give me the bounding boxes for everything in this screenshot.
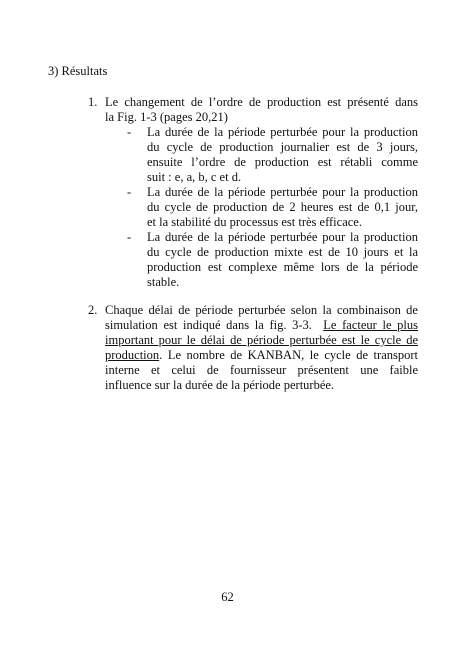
text-line: ensuite l’ordre de production est rétabli comme <box>147 155 418 169</box>
underlined-text: production <box>105 348 160 362</box>
section-title: 3) Résultats <box>48 64 108 78</box>
text-line: Le changement de l’ordre de production est présenté dans <box>105 95 418 109</box>
text-line <box>105 318 418 333</box>
text-line: La durée de la période perturbée pour la production <box>147 230 418 244</box>
text-line: suit : e, a, b, c et d. <box>147 170 242 184</box>
text-line: et la stabilité du processus est très efficace. <box>147 215 362 229</box>
text-line: La durée de la période perturbée pour la production <box>147 185 418 199</box>
bullet-text <box>147 125 418 185</box>
text-run: simulation est indiqué dans la fig. 3-3. <box>105 318 312 332</box>
bullet-dash: - <box>127 185 132 199</box>
list-item-text <box>105 303 418 393</box>
text-line: Chaque délai de période perturbée selon la combinaison de <box>105 303 418 317</box>
list-item-text <box>105 95 418 125</box>
list-item-number: 2. <box>88 303 98 317</box>
text-line: influence sur la durée de la période perturbée. <box>105 378 335 392</box>
underlined-text: Le facteur le plus <box>323 318 419 332</box>
page-number: 62 <box>221 590 234 604</box>
text-line: la Fig. 1-3 (pages 20,21) <box>105 110 228 124</box>
bullet-dash: - <box>127 125 132 139</box>
text-line <box>105 348 418 363</box>
list-item-2 <box>88 303 418 398</box>
text-line: interne et celui de fournisseur présentent une faible <box>105 363 418 377</box>
list-item-1 <box>88 95 418 125</box>
bullet-text <box>147 185 418 230</box>
bullet-dash: - <box>127 230 132 244</box>
text-line: du cycle de production mixte est de 10 jours et la <box>147 245 418 259</box>
underlined-text: important pour le délai de période perturbée est le cycle de <box>105 333 418 347</box>
text-line: du cycle de production de 2 heures est de 0,1 jour, <box>147 200 418 214</box>
list-item-number: 1. <box>88 95 98 109</box>
text-line: du cycle de production journalier est de 3 jours, <box>147 140 418 154</box>
text-line: production est complexe même lors de la période <box>147 260 418 274</box>
text-line <box>105 333 418 348</box>
text-line: La durée de la période perturbée pour la production <box>147 125 418 139</box>
text-line: stable. <box>147 275 180 289</box>
bullet-text <box>147 230 418 290</box>
text-run: . Le nombre de KANBAN, le cycle de transport <box>159 348 418 362</box>
